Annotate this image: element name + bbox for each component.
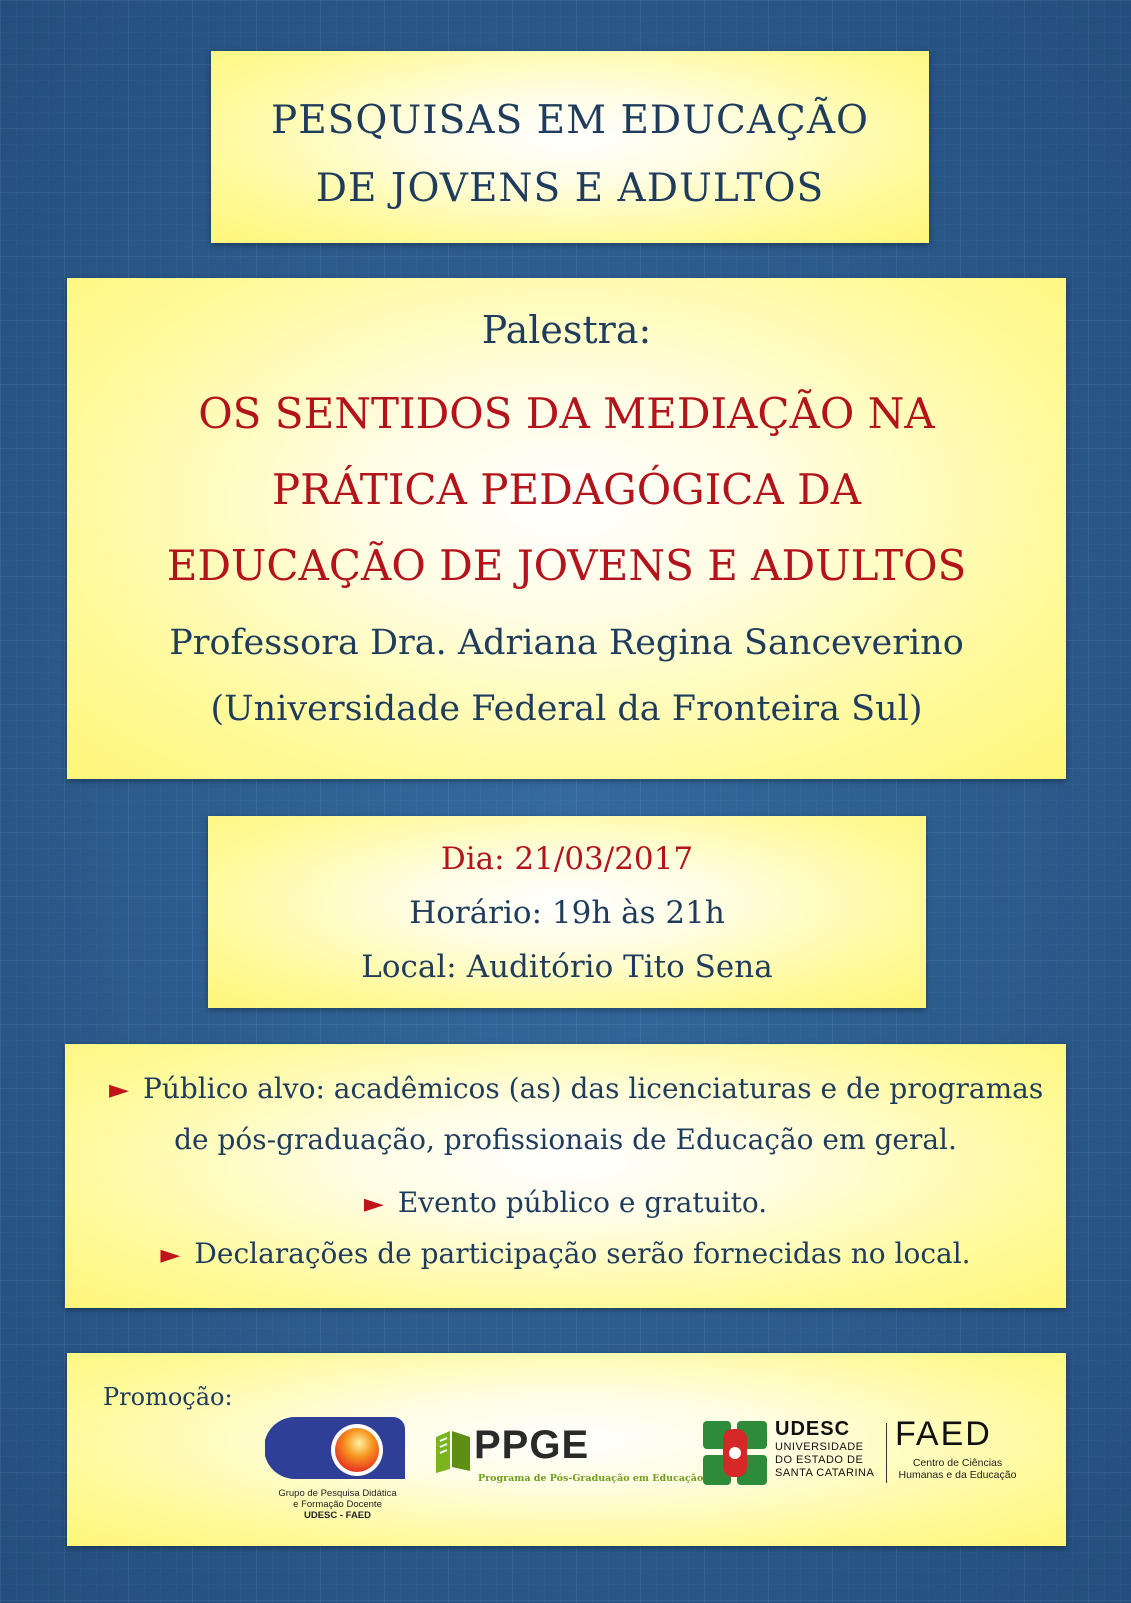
- udesc-line-3: SANTA CATARINA: [775, 1467, 875, 1479]
- udesc-line-2: DO ESTADO DE: [775, 1454, 864, 1466]
- lecture-title: [67, 376, 1066, 604]
- info-item-2-text: Evento público e gratuito.: [397, 1186, 768, 1219]
- udesc-name: UDESC: [775, 1418, 851, 1440]
- gepedi-logo: [265, 1413, 410, 1523]
- bullet-arrow-icon: ►: [109, 1075, 129, 1105]
- header-panel: [211, 51, 929, 243]
- header-line-2: DE JOVENS E ADULTOS: [315, 166, 825, 211]
- udesc-emblem-icon: [703, 1421, 767, 1485]
- info-item-1-text: Público alvo: acadêmicos (as) das licenciaturas e de programas: [143, 1072, 1044, 1105]
- gepedi-line-2: e Formação Docente: [293, 1499, 382, 1510]
- faed-logo: [895, 1415, 1030, 1489]
- lecture-title-line-3: EDUCAÇÃO DE JOVENS E ADULTOS: [166, 541, 967, 590]
- book-icon: [434, 1427, 472, 1473]
- ppge-subtitle: Programa de Pós-Graduação em Educação: [478, 1473, 704, 1484]
- udesc-logo: [703, 1418, 881, 1485]
- info-item-1-line-1: [109, 1064, 1044, 1115]
- gepedi-line-1: Grupo de Pesquisa Didática: [278, 1488, 397, 1499]
- speaker-institution: (Universidade Federal da Fronteira Sul): [210, 689, 923, 729]
- ppge-name: PPGE: [474, 1423, 590, 1467]
- footer-panel: [67, 1353, 1066, 1546]
- speaker-name: Professora Dra. Adriana Regina Sanceverino: [169, 623, 964, 663]
- event-place: Local: Auditório Tito Sena: [361, 949, 773, 985]
- gepedi-logo-mark: [265, 1413, 410, 1483]
- header-line-1: PESQUISAS EM EDUCAÇÃO: [270, 98, 870, 143]
- faed-line-2: Humanas e da Educação: [898, 1469, 1017, 1481]
- lecture-label: Palestra:: [481, 308, 652, 352]
- info-item-3-text: Declarações de participação serão fornecidas no local.: [194, 1237, 971, 1270]
- ppge-logo: [434, 1423, 704, 1495]
- faed-name: FAED: [895, 1415, 992, 1453]
- info-item-3: [109, 1229, 1022, 1280]
- speaker-block: [67, 610, 1066, 742]
- event-time: Horário: 19h às 21h: [409, 895, 725, 931]
- bullet-arrow-icon: ►: [160, 1240, 181, 1270]
- promo-label: Promoção:: [103, 1383, 233, 1411]
- info-item-1-line-2: de pós-graduação, profissionais de Educação em geral.: [174, 1123, 957, 1156]
- bullet-arrow-icon: ►: [363, 1189, 384, 1219]
- event-date: Dia: 21/03/2017: [440, 841, 694, 877]
- logo-divider: [886, 1423, 887, 1483]
- lecture-panel: [67, 278, 1066, 779]
- gepedi-sub: UDESC - FAED: [303, 1510, 372, 1521]
- info-item-2: [109, 1178, 1022, 1229]
- info-panel: [65, 1044, 1066, 1308]
- udesc-line-1: UNIVERSIDADE: [775, 1441, 864, 1453]
- faed-line-1: Centro de Ciências: [912, 1457, 1003, 1469]
- lecture-title-line-2: PRÁTICA PEDAGÓGICA DA: [271, 465, 862, 514]
- lecture-title-line-1: OS SENTIDOS DA MEDIAÇÃO NA: [198, 389, 935, 438]
- details-panel: [208, 816, 926, 1008]
